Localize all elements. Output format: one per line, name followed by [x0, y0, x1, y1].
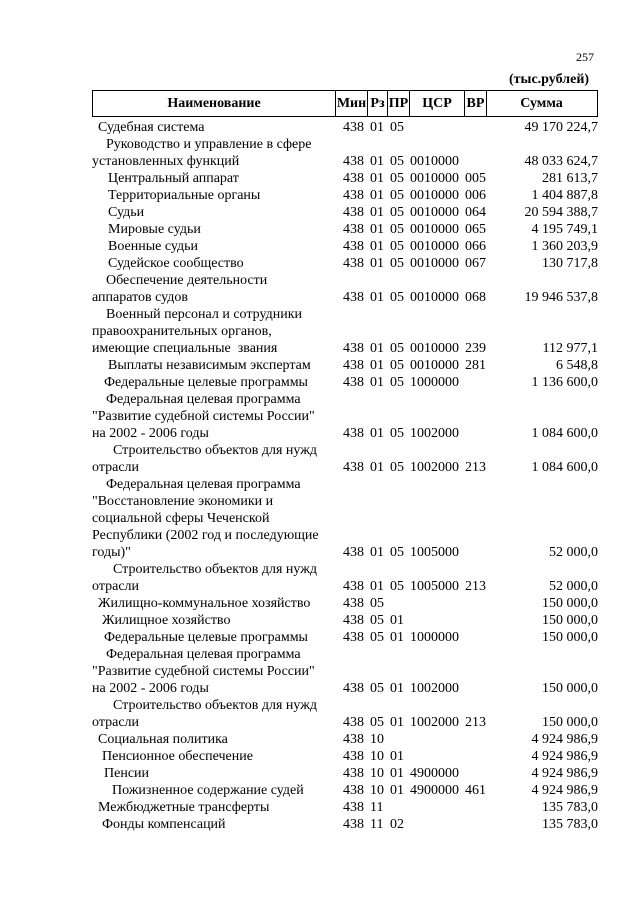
row-rz: 01: [370, 358, 384, 373]
units-label: (тыс.рублей): [509, 72, 590, 87]
row-name: [92, 646, 340, 697]
row-name-line: имеющие специальные звания: [92, 341, 278, 356]
row-sum: 52 000,0: [549, 579, 598, 594]
row-csr: 0010000: [410, 341, 459, 356]
row-sum: 1 404 887,8: [531, 188, 598, 203]
row-rz: 05: [370, 613, 384, 628]
row-rz: 01: [370, 239, 384, 254]
row-name: [92, 748, 350, 765]
row-rz: 01: [370, 171, 384, 186]
row-pr: 05: [390, 426, 404, 441]
row-name: [92, 612, 350, 629]
row-name-line: Судейское сообщество: [108, 256, 244, 271]
row-vr: 281: [465, 358, 486, 373]
row-sum: 135 783,0: [542, 817, 598, 832]
row-pr: 05: [390, 171, 404, 186]
row-min: 438: [343, 630, 364, 645]
row-min: 438: [343, 256, 364, 271]
row-min: 438: [343, 800, 364, 815]
row-sum: 130 717,8: [542, 256, 598, 271]
table-row: [0, 782, 640, 799]
table-row: [0, 799, 640, 816]
row-name-line: Федеральная целевая программа: [92, 647, 301, 662]
row-sum: 1 360 203,9: [531, 239, 598, 254]
row-name-line: Руководство и управление в сфере: [92, 137, 312, 152]
row-name: [92, 272, 340, 306]
row-name-line: на 2002 - 2006 годы: [92, 681, 209, 696]
row-rz: 11: [370, 817, 384, 832]
row-rz: 01: [370, 120, 384, 135]
row-rz: 01: [370, 375, 384, 390]
row-pr: 05: [390, 358, 404, 373]
row-csr: 0010000: [410, 171, 459, 186]
row-min: 438: [343, 341, 364, 356]
row-min: 438: [343, 579, 364, 594]
row-name: [92, 187, 356, 204]
row-rz: 01: [370, 426, 384, 441]
row-pr: 05: [390, 545, 404, 560]
row-vr: 461: [465, 783, 486, 798]
row-pr: 01: [390, 766, 404, 781]
row-sum: 150 000,0: [542, 715, 598, 730]
row-name: [92, 697, 340, 731]
row-rz: 01: [370, 222, 384, 237]
row-name-line: Пенсионное обеспечение: [102, 749, 253, 764]
row-name: [92, 595, 346, 612]
row-name-line: Межбюджетные трансферты: [98, 800, 270, 815]
row-name: [92, 782, 360, 799]
row-rz: 01: [370, 205, 384, 220]
row-name: [92, 357, 356, 374]
table-row: [0, 561, 640, 595]
row-rz: 01: [370, 188, 384, 203]
row-csr: 0010000: [410, 154, 459, 169]
row-csr: 1002000: [410, 681, 459, 696]
header-min: Мин: [335, 91, 367, 116]
table-row: [0, 476, 640, 561]
row-pr: 05: [390, 579, 404, 594]
row-sum: 1 084 600,0: [531, 460, 598, 475]
row-min: 438: [343, 613, 364, 628]
table-row: [0, 272, 640, 306]
row-sum: 20 594 388,7: [524, 205, 598, 220]
row-csr: 0010000: [410, 290, 459, 305]
row-vr: 213: [465, 460, 486, 475]
table-row: [0, 612, 640, 629]
row-rz: 10: [370, 766, 384, 781]
row-name: [92, 255, 356, 272]
row-pr: 05: [390, 205, 404, 220]
table-row: [0, 816, 640, 833]
row-rz: 05: [370, 715, 384, 730]
row-sum: 52 000,0: [549, 545, 598, 560]
row-name: [92, 629, 352, 646]
row-pr: 05: [390, 120, 404, 135]
row-name-line: Строительство объектов для нужд: [92, 698, 318, 713]
row-name-line: годы)": [92, 545, 131, 560]
row-pr: 05: [390, 460, 404, 475]
table-row: [0, 731, 640, 748]
table-row: [0, 595, 640, 612]
row-sum: 4 195 749,1: [531, 222, 598, 237]
row-min: 438: [343, 715, 364, 730]
row-vr: 005: [465, 171, 486, 186]
row-vr: 213: [465, 579, 486, 594]
row-sum: 4 924 986,9: [531, 749, 598, 764]
row-pr: 01: [390, 613, 404, 628]
row-name: [92, 799, 346, 816]
row-rz: 05: [370, 630, 384, 645]
row-name-line: Строительство объектов для нужд: [92, 443, 318, 458]
row-name-line: Военные судьи: [108, 239, 198, 254]
row-name-line: социальной сферы Чеченской: [92, 511, 270, 526]
row-name: [92, 731, 346, 748]
row-min: 438: [343, 545, 364, 560]
header-rz: Рз: [367, 91, 387, 116]
row-rz: 05: [370, 681, 384, 696]
row-name-line: "Развитие судебной системы России": [92, 664, 315, 679]
table-row: [0, 697, 640, 731]
row-min: 438: [343, 732, 364, 747]
table-row: [0, 306, 640, 357]
row-pr: 05: [390, 290, 404, 305]
row-name-line: аппаратов судов: [92, 290, 189, 305]
row-name: [92, 765, 352, 782]
row-pr: 01: [390, 681, 404, 696]
row-rz: 10: [370, 783, 384, 798]
row-name-line: Судебная система: [98, 120, 205, 135]
row-name-line: Социальная политика: [98, 732, 228, 747]
row-name: [92, 221, 356, 238]
row-name: [92, 119, 346, 136]
row-pr: 05: [390, 154, 404, 169]
row-rz: 01: [370, 256, 384, 271]
row-vr: 064: [465, 205, 486, 220]
row-name: [92, 374, 352, 391]
row-name: [92, 476, 340, 561]
row-min: 438: [343, 120, 364, 135]
row-csr: 0010000: [410, 205, 459, 220]
row-name-line: Федеральная целевая программа: [92, 392, 301, 407]
row-name-line: правоохранительных органов,: [92, 324, 272, 339]
row-name: [92, 204, 356, 221]
row-pr: 05: [390, 375, 404, 390]
table-row: [0, 357, 640, 374]
row-sum: 150 000,0: [542, 596, 598, 611]
row-sum: 49 170 224,7: [524, 120, 598, 135]
table-body: [0, 119, 640, 833]
table-row: [0, 442, 640, 476]
row-sum: 19 946 537,8: [524, 290, 598, 305]
row-csr: 1002000: [410, 426, 459, 441]
row-rz: 01: [370, 545, 384, 560]
header-vr: ВР: [464, 91, 486, 116]
row-name-line: отрасли: [92, 460, 140, 475]
row-name-line: Территориальные органы: [108, 188, 261, 203]
row-pr: 05: [390, 222, 404, 237]
row-name-line: отрасли: [92, 579, 140, 594]
row-csr: 1002000: [410, 715, 459, 730]
row-name-line: Пожизненное содержание судей: [112, 783, 304, 798]
row-pr: 05: [390, 239, 404, 254]
row-min: 438: [343, 188, 364, 203]
row-csr: 4900000: [410, 783, 459, 798]
row-csr: 0010000: [410, 239, 459, 254]
header-csr: ЦСР: [409, 91, 464, 116]
row-rz: 01: [370, 341, 384, 356]
table-row: [0, 119, 640, 136]
row-sum: 48 033 624,7: [524, 154, 598, 169]
header-sum: Сумма: [486, 91, 596, 116]
row-min: 438: [343, 596, 364, 611]
row-name-line: отрасли: [92, 715, 140, 730]
row-sum: 135 783,0: [542, 800, 598, 815]
page-number: 257: [576, 50, 594, 64]
row-rz: 01: [370, 290, 384, 305]
row-min: 438: [343, 239, 364, 254]
row-pr: 05: [390, 341, 404, 356]
row-pr: 01: [390, 715, 404, 730]
row-min: 438: [343, 375, 364, 390]
row-rz: 05: [370, 596, 384, 611]
row-csr: 1005000: [410, 579, 459, 594]
row-name-line: "Развитие судебной системы России": [92, 409, 315, 424]
row-name: [92, 170, 356, 187]
row-rz: 11: [370, 800, 384, 815]
row-vr: 066: [465, 239, 486, 254]
row-name-line: Мировые судьи: [108, 222, 201, 237]
row-name-line: Обеспечение деятельности: [92, 273, 268, 288]
header-pr: ПР: [387, 91, 409, 116]
row-vr: 213: [465, 715, 486, 730]
table-row: [0, 170, 640, 187]
row-name-line: Фонды компенсаций: [102, 817, 226, 832]
table-header: [92, 90, 598, 117]
header-name: Наименование: [167, 95, 261, 111]
row-name-line: Федеральная целевая программа: [92, 477, 301, 492]
row-min: 438: [343, 766, 364, 781]
row-name: [92, 442, 340, 476]
table-row: [0, 238, 640, 255]
row-name-line: Строительство объектов для нужд: [92, 562, 318, 577]
row-csr: 0010000: [410, 358, 459, 373]
row-name: [92, 136, 340, 170]
row-name-line: установленных функций: [92, 154, 240, 169]
row-csr: 0010000: [410, 256, 459, 271]
row-csr: 1000000: [410, 375, 459, 390]
row-min: 438: [343, 426, 364, 441]
row-rz: 01: [370, 460, 384, 475]
row-sum: 150 000,0: [542, 613, 598, 628]
row-min: 438: [343, 817, 364, 832]
row-vr: 006: [465, 188, 486, 203]
row-pr: 05: [390, 256, 404, 271]
row-name-line: Жилищное хозяйство: [102, 613, 231, 628]
row-name: [92, 306, 340, 357]
table-row: [0, 255, 640, 272]
row-min: 438: [343, 749, 364, 764]
row-pr: 05: [390, 188, 404, 203]
row-sum: 150 000,0: [542, 630, 598, 645]
row-sum: 1 136 600,0: [531, 375, 598, 390]
row-name-line: Республики (2002 год и последующие: [92, 528, 319, 543]
row-name-line: Пенсии: [104, 766, 150, 781]
row-sum: 4 924 986,9: [531, 766, 598, 781]
table-row: [0, 391, 640, 442]
row-rz: 01: [370, 579, 384, 594]
row-min: 438: [343, 460, 364, 475]
row-vr: 068: [465, 290, 486, 305]
row-name-line: Центральный аппарат: [108, 171, 239, 186]
row-min: 438: [343, 290, 364, 305]
row-sum: 150 000,0: [542, 681, 598, 696]
row-name-line: Выплаты независимым экспертам: [108, 358, 311, 373]
row-min: 438: [343, 783, 364, 798]
row-sum: 281 613,7: [542, 171, 598, 186]
row-sum: 1 084 600,0: [531, 426, 598, 441]
row-sum: 4 924 986,9: [531, 732, 598, 747]
row-csr: 4900000: [410, 766, 459, 781]
table-row: [0, 629, 640, 646]
row-csr: 1002000: [410, 460, 459, 475]
row-rz: 01: [370, 154, 384, 169]
row-name-line: Судьи: [108, 205, 145, 220]
row-name-line: Военный персонал и сотрудники: [92, 307, 302, 322]
row-name-line: Жилищно-коммунальное хозяйство: [98, 596, 311, 611]
row-vr: 067: [465, 256, 486, 271]
row-pr: 01: [390, 630, 404, 645]
row-min: 438: [343, 205, 364, 220]
row-csr: 1000000: [410, 630, 459, 645]
row-pr: 01: [390, 749, 404, 764]
row-min: 438: [343, 681, 364, 696]
row-sum: 112 977,1: [542, 341, 598, 356]
table-row: [0, 204, 640, 221]
row-csr: 0010000: [410, 188, 459, 203]
row-name: [92, 561, 340, 595]
row-vr: 239: [465, 341, 486, 356]
row-name-line: Федеральные целевые программы: [104, 630, 308, 645]
table-row: [0, 374, 640, 391]
row-name-line: на 2002 - 2006 годы: [92, 426, 209, 441]
row-rz: 10: [370, 749, 384, 764]
row-pr: 02: [390, 817, 404, 832]
row-vr: 065: [465, 222, 486, 237]
row-min: 438: [343, 154, 364, 169]
row-csr: 0010000: [410, 222, 459, 237]
row-min: 438: [343, 222, 364, 237]
table-row: [0, 646, 640, 697]
row-min: 438: [343, 358, 364, 373]
row-name-line: Федеральные целевые программы: [104, 375, 308, 390]
row-name: [92, 391, 340, 442]
row-name: [92, 238, 356, 255]
row-name: [92, 816, 350, 833]
table-row: [0, 748, 640, 765]
table-row: [0, 765, 640, 782]
row-pr: 01: [390, 783, 404, 798]
row-rz: 10: [370, 732, 384, 747]
row-sum: 4 924 986,9: [531, 783, 598, 798]
row-csr: 1005000: [410, 545, 459, 560]
row-min: 438: [343, 171, 364, 186]
table-row: [0, 187, 640, 204]
row-sum: 6 548,8: [556, 358, 598, 373]
table-row: [0, 136, 640, 170]
table-row: [0, 221, 640, 238]
row-name-line: "Восстановление экономики и: [92, 494, 274, 509]
